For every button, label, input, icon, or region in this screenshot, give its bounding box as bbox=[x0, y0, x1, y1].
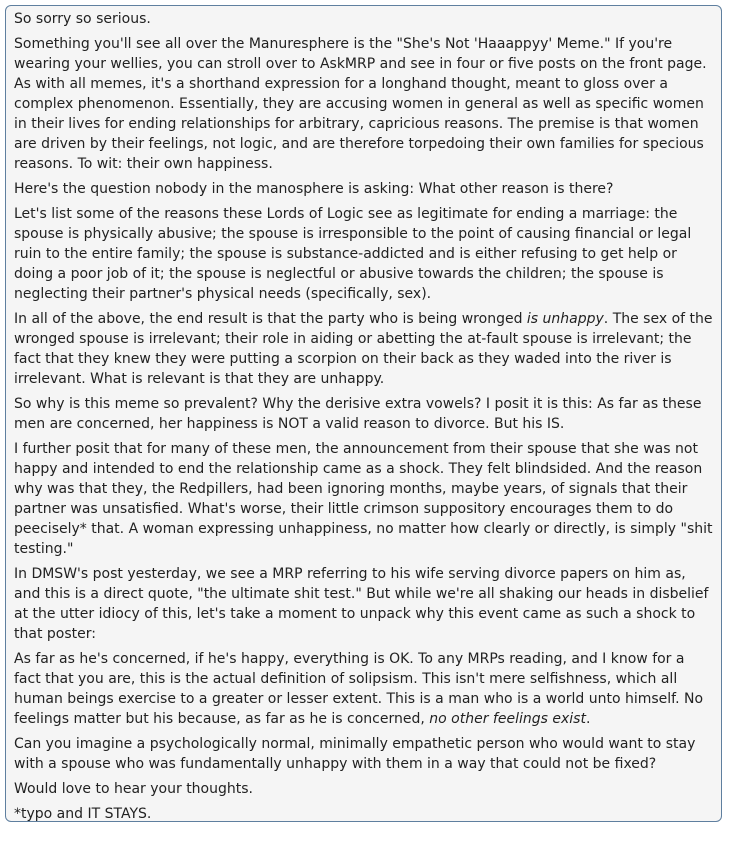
comment-body bbox=[5, 5, 722, 822]
comment-paragraph: So sorry so serious. bbox=[14, 11, 151, 27]
comment-paragraph: I further posit that for many of these men, the announcement from their spouse that she was not happy and intended to end the relationship came as a shock. They felt blindsided. And the reason why was that they, the Redpillers, had been ignoring months, maybe years, of signals that their partner was unsatisfied. What's worse, their little crimson suppository encourages them to do peecisely* that. A woman expressing unhappiness, no matter how clearly or directly, is simply "shit testing." bbox=[14, 441, 713, 557]
comment-paragraph: Would love to hear your thoughts. bbox=[14, 781, 253, 797]
comment-paragraph: In DMSW's post yesterday, we see a MRP referring to his wife serving divorce papers on him as, and this is a direct quote, "the ultimate shit test." But while we're all shaking our heads in disbelief at the utter idiocy of this, let's take a moment to unpack why this event came as such a shock to that poster: bbox=[14, 566, 709, 642]
comment-paragraph: As far as he's concerned, if he's happy, everything is OK. To any MRPs reading, and I know for a fact that you are, this is the actual definition of solipsism. This isn't mere selfishness, which all human beings exercise to a greater or lesser extent. This is a man who is a world unto himself. No feelings matter but his because, as far as he is concerned, no other feelings exist. bbox=[14, 651, 704, 727]
emphasis-text: no other feelings exist bbox=[429, 711, 586, 727]
emphasis-text: is unhappy bbox=[526, 311, 604, 327]
comment-paragraph: In all of the above, the end result is that the party who is being wronged is unhappy. The sex of the wronged spouse is irrelevant; their role in aiding or abetting the at-fault spouse is irrelevant; the fact that they knew they were putting a scorpion on their back as they waded into the river is irrelevant. What is relevant is that they are unhappy. bbox=[14, 311, 713, 387]
comment-paragraph: Something you'll see all over the Manuresphere is the "She's Not 'Haaappyy' Meme." If you're wearing your wellies, you can stroll over to AskMRP and see in four or five posts on the front page. As with all memes, it's a shorthand expression for a longhand thought, meant to gloss over a complex phenomenon. Essentially, they are accusing women in general as well as specific women in their lives for ending relationships for arbitrary, capricious reasons. The premise is that women are driven by their feelings, not logic, and are therefore torpedoing their own families for specious reasons. To wit: their own happiness. bbox=[14, 36, 707, 172]
comment-paragraph: Here's the question nobody in the manosphere is asking: What other reason is there? bbox=[14, 181, 614, 197]
comment-paragraph: So why is this meme so prevalent? Why the derisive extra vowels? I posit it is this: As far as these men are concerned, her happiness is NOT a valid reason to divorce. But his IS. bbox=[14, 396, 702, 432]
comment-paragraph: Let's list some of the reasons these Lords of Logic see as legitimate for ending a marriage: the spouse is physically abusive; the spouse is irresponsible to the point of causing financial or legal ruin to the entire family; the spouse is substance-addicted and is either refusing to get help or doing a poor job of it; the spouse is neglectful or abusive towards the children; the spouse is neglecting their partner's physical needs (specifically, sex). bbox=[14, 206, 692, 302]
comment-paragraph: Can you imagine a psychologically normal, minimally empathetic person who would want to stay with a spouse who was fundamentally unhappy with them in a way that could not be fixed? bbox=[14, 736, 696, 772]
comment-paragraph: *typo and IT STAYS. bbox=[14, 806, 152, 822]
